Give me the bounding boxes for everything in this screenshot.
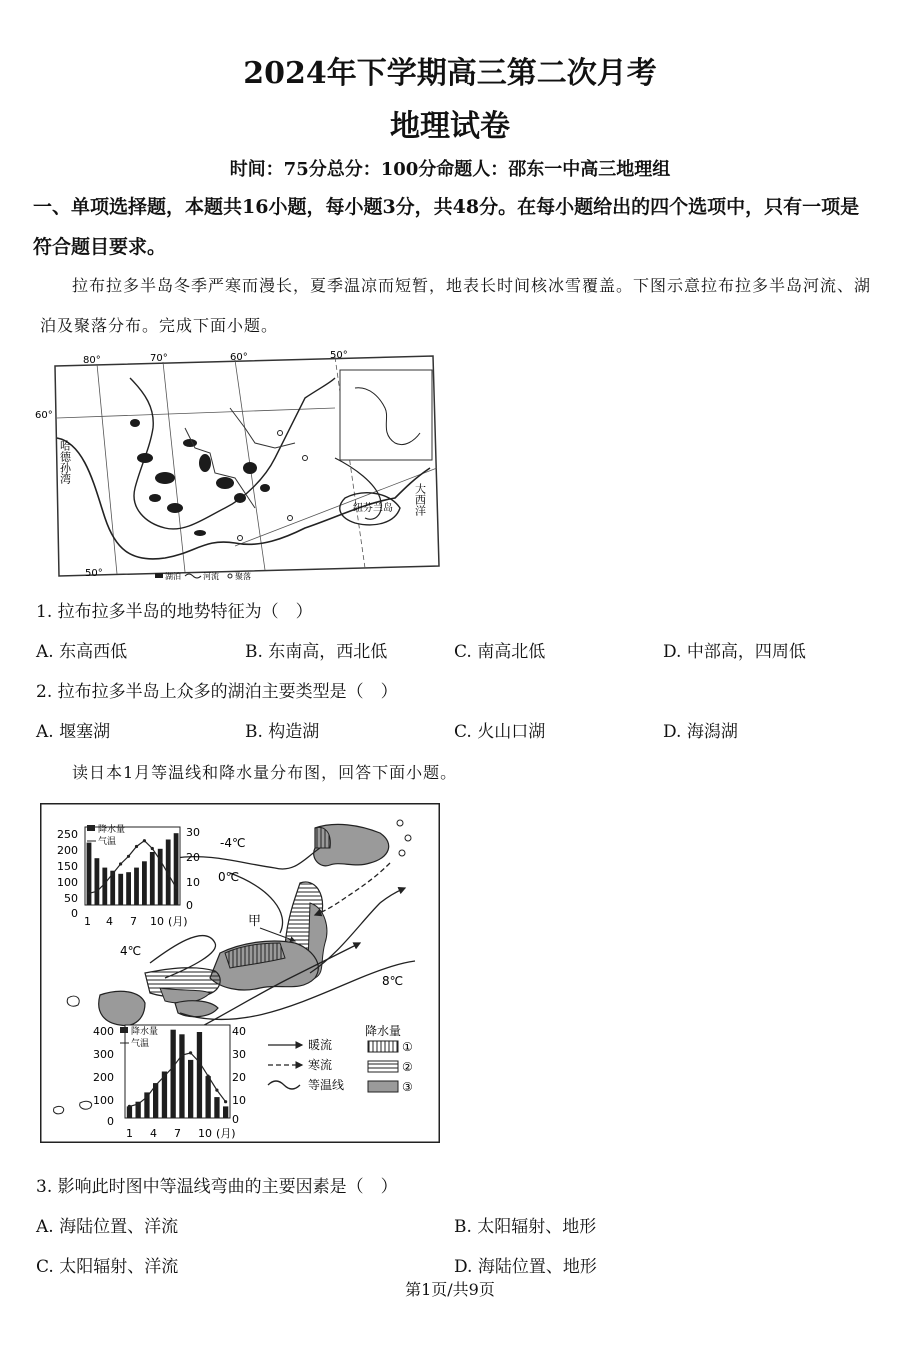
legend-precip-3: ③: [402, 1080, 413, 1094]
q1-stem: 1. 拉布拉多半岛的地势特征为（ ）: [36, 602, 313, 622]
top-x-1: 1: [84, 915, 91, 928]
legend-river-label: 河流: [203, 572, 219, 581]
page-footer: 第1页/共9页: [405, 1280, 495, 1299]
bottom-precip-bar: [197, 1032, 202, 1118]
bottom-precip-bar: [179, 1034, 184, 1118]
lon-label-60: 60°: [230, 352, 248, 363]
bottom-precip-bar: [206, 1076, 211, 1118]
top-precip-bar: [126, 872, 131, 905]
bottom-temp-point: [215, 1089, 218, 1092]
q3-option-b[interactable]: B. 太阳辐射、地形: [454, 1217, 597, 1237]
jia-label: 甲: [248, 914, 262, 929]
top-yr-20: 20: [186, 851, 200, 864]
top-precip-bar: [150, 852, 155, 905]
bottom-temp-point: [224, 1100, 227, 1103]
top-yl-0: 0: [71, 907, 78, 920]
bottom-temp-point: [198, 1061, 201, 1064]
bottom-precip-bar: [188, 1060, 193, 1118]
legend-precip-1: ①: [402, 1040, 413, 1054]
exam-subtitle: 地理试卷: [390, 109, 510, 144]
legend-isotherm: 等温线: [308, 1078, 345, 1092]
labrador-map: [35, 348, 445, 586]
q3-option-c[interactable]: C. 太阳辐射、洋流: [36, 1257, 179, 1277]
top-temp-point: [143, 839, 146, 842]
q3-stem: 3. 影响此时图中等温线弯曲的主要因素是（ ）: [36, 1177, 398, 1197]
bottom-temp-point: [172, 1065, 175, 1068]
top-yl-200: 200: [57, 844, 78, 857]
top-yl-100: 100: [57, 876, 78, 889]
bot-yr-30: 30: [232, 1048, 246, 1061]
q2-option-a[interactable]: A. 堰塞湖: [36, 722, 111, 742]
bottom-precip-bar: [127, 1106, 132, 1118]
top-temp-point: [135, 845, 138, 848]
bot-yl-300: 300: [93, 1048, 114, 1061]
passage-labrador: 拉布拉多半岛冬季严寒而漫长，夏季温凉而短暂，地表长时间核冰雪覆盖。下图示意拉布拉多半岛河流、湖泊及聚落分布。完成下面小题。: [40, 276, 872, 335]
top-yr-0: 0: [186, 899, 193, 912]
q2-option-b[interactable]: B. 构造湖: [245, 722, 320, 742]
legend-precip-2: ②: [402, 1060, 413, 1074]
top-precip-bar: [174, 833, 179, 905]
top-precip-bar: [87, 843, 92, 905]
bot-yl-400: 400: [93, 1025, 114, 1038]
q1-option-c[interactable]: C. 南高北低: [454, 642, 546, 662]
bottom-temp-point: [163, 1075, 166, 1078]
bottom-precip-bar: [214, 1097, 219, 1118]
top-legend-precip: 降水量: [98, 825, 126, 835]
q2-stem: 2. 拉布拉多半岛上众多的湖泊主要类型是（ ）: [36, 682, 398, 702]
q1-option-b[interactable]: B. 东南高，西北低: [245, 642, 388, 662]
legend-lake-label: 湖泊: [165, 572, 181, 581]
bot-yr-10: 10: [232, 1094, 246, 1107]
q3-option-a[interactable]: A. 海陆位置、洋流: [36, 1217, 179, 1237]
top-yl-50: 50: [64, 892, 78, 905]
top-x-7: 7: [130, 915, 137, 928]
bottom-temp-point: [137, 1103, 140, 1106]
bot-yr-0: 0: [232, 1113, 239, 1126]
legend-cold-current: 寒流: [308, 1058, 333, 1072]
legend-warm-current: 暖流: [308, 1038, 333, 1052]
top-precip-bar: [118, 874, 123, 905]
bottom-temp-point: [180, 1054, 183, 1057]
lon-label-70: 70°: [150, 353, 168, 364]
top-temp-point: [127, 855, 130, 858]
top-temp-point: [167, 872, 170, 875]
top-precip-bar: [134, 868, 139, 905]
japan-map: [40, 803, 440, 1143]
exam-title: 2024年下学期高三第二次月考: [243, 56, 657, 91]
q2-option-c[interactable]: C. 火山口湖: [454, 722, 546, 742]
lat-label-50: 50°: [85, 568, 103, 579]
bottom-precip-bar: [223, 1106, 228, 1118]
atlantic-label: 大西洋: [413, 483, 427, 516]
bot-yl-100: 100: [93, 1094, 114, 1107]
bot-yr-40: 40: [232, 1025, 246, 1038]
bot-x-1: 1: [126, 1127, 133, 1140]
q3-option-d[interactable]: D. 海陆位置、地形: [454, 1257, 597, 1277]
top-x-10: 10: [150, 915, 164, 928]
bottom-temp-point: [154, 1084, 157, 1087]
top-temp-point: [95, 890, 98, 893]
bottom-legend-precip: 降水量: [131, 1027, 159, 1037]
bot-x-10: 10: [198, 1127, 212, 1140]
legend-settlement-label: 聚落: [235, 572, 251, 581]
isotherm-label-8: 8℃: [382, 974, 404, 988]
lon-label-80: 80°: [83, 355, 101, 366]
top-precip-bar: [142, 861, 147, 905]
bottom-precip-bar: [171, 1030, 176, 1118]
bot-yr-20: 20: [232, 1071, 246, 1084]
top-precip-bar: [102, 868, 107, 905]
top-yl-150: 150: [57, 860, 78, 873]
top-temp-point: [111, 872, 114, 875]
q2-option-d[interactable]: D. 海潟湖: [663, 722, 738, 742]
q1-option-d[interactable]: D. 中部高，四周低: [663, 642, 806, 662]
legend-precip-title: 降水量: [365, 1024, 402, 1038]
hudson-bay-label: 哈德孙湾: [58, 440, 72, 484]
top-temp-point: [159, 859, 162, 862]
top-yr-10: 10: [186, 876, 200, 889]
isotherm-label-4: 4℃: [120, 944, 142, 958]
top-temp-point: [151, 847, 154, 850]
top-x-4: 4: [106, 915, 113, 928]
newfoundland-label: 纽芬兰岛: [353, 503, 393, 514]
top-temp-point: [103, 882, 106, 885]
top-temp-point: [174, 886, 177, 889]
top-yr-30: 30: [186, 826, 200, 839]
isotherm-label-0: 0℃: [218, 870, 240, 884]
bot-x-unit: (月): [216, 1127, 236, 1140]
q1-option-a[interactable]: A. 东高西低: [36, 642, 128, 662]
lat-label-60: 60°: [35, 410, 53, 421]
top-yl-250: 250: [57, 828, 78, 841]
bot-yl-0: 0: [107, 1115, 114, 1128]
exam-meta: 时间：75分总分：100分命题人：邵东一中高三地理组: [229, 159, 671, 180]
top-legend-temp: 气温: [98, 837, 117, 847]
lon-label-50: 50°: [330, 350, 348, 361]
bottom-temp-point: [128, 1105, 131, 1108]
section-heading: 一、单项选择题，本题共16小题，每小题3分，共48分。在每小题给出的四个选项中，只有一项是符合题目要求。: [33, 196, 860, 258]
bot-x-7: 7: [174, 1127, 181, 1140]
bot-yl-200: 200: [93, 1071, 114, 1084]
top-precip-bar: [95, 858, 100, 905]
top-x-unit: (月): [168, 915, 188, 928]
top-temp-point: [87, 892, 90, 895]
isotherm-label-minus4: -4℃: [220, 836, 246, 850]
bot-x-4: 4: [150, 1127, 157, 1140]
top-temp-point: [119, 862, 122, 865]
bottom-temp-point: [189, 1051, 192, 1054]
bottom-legend-temp: 气温: [131, 1039, 150, 1049]
bottom-temp-point: [207, 1075, 210, 1078]
passage-japan: 读日本1月等温线和降水量分布图，回答下面小题。: [72, 763, 458, 782]
bottom-temp-point: [145, 1096, 148, 1099]
